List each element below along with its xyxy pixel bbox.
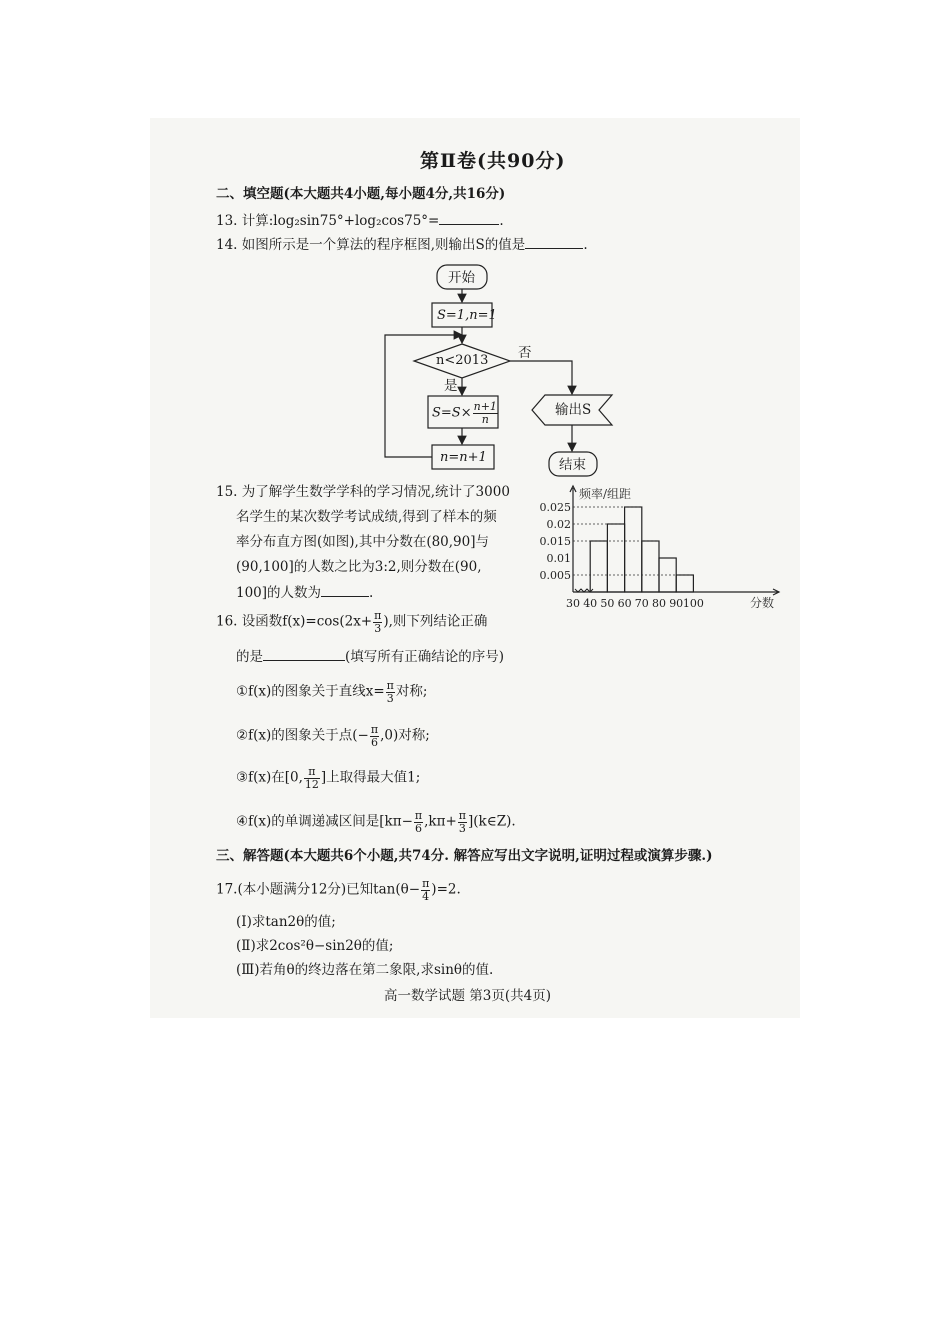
start-label: 开始 (448, 270, 475, 286)
answer-blank (321, 584, 369, 597)
histogram-bar (607, 524, 624, 592)
option-3-text-b: ]上取得最大值1; (320, 769, 421, 786)
question-14: 14. 如图所示是一个算法的程序框图,则输出S的值是 . (216, 237, 588, 253)
page-title: 第Ⅱ卷(共90分) (420, 150, 566, 172)
question-16-option-1 (236, 680, 427, 704)
fraction: $\frac{n+1}{n}$ (473, 400, 497, 426)
question-16-text-b: ),则下列结论正确 (383, 613, 488, 630)
fraction: $\frac{\pi}{6}$ (370, 723, 379, 749)
question-15-line-1: 15. 为了解学生数学学科的学习情况,统计了3000 (216, 484, 510, 500)
y-tick-label: 0.005 (539, 569, 571, 582)
page-footer: 高一数学试题 第3页(共4页) (384, 988, 552, 1004)
histogram-bar (642, 541, 659, 592)
fraction: $\frac{\pi}{3}$ (374, 609, 382, 635)
question-15-line-3: 率分布直方图(如图),其中分数在(80,90]与 (236, 534, 490, 550)
y-tick-label: 0.01 (546, 552, 571, 565)
y-tick-label: 0.025 (539, 501, 571, 514)
option-3-text-a: ③f(x)在[0, (236, 769, 303, 786)
question-13: 13. 计算:log₂sin75°+log₂cos75°= . (216, 213, 504, 229)
x-tick-label: 100 (682, 597, 704, 610)
fraction: $\frac{\pi}{3}$ (458, 809, 467, 835)
x-tick-label: 30 (566, 597, 580, 610)
question-17-part-3: (Ⅲ)若角θ的终边落在第二象限,求sinθ的值. (236, 962, 494, 978)
option-1-text-a: ①f(x)的图象关于直线x= (236, 683, 385, 700)
question-13-text: 13. 计算:log₂sin75°+log₂cos75°= (216, 213, 440, 229)
histogram-bar (625, 507, 642, 592)
x-tick-label: 50 (600, 597, 615, 610)
option-4-text-a: ④f(x)的单调递减区间是[kπ− (236, 813, 413, 830)
question-16-line-1 (216, 610, 487, 634)
answer-blank (263, 648, 345, 661)
answer-blank (525, 236, 583, 249)
no-label: 否 (518, 345, 532, 361)
section-3-heading: 三、解答题(本大题共6个小题,共74分. 解答应写出文字说明,证明过程或演算步骤.) (216, 848, 713, 864)
x-tick-label: 90 (669, 597, 684, 610)
question-17-text-a: 17.(本小题满分12分)已知tan(θ− (216, 881, 421, 898)
question-17-part-1: (Ⅰ)求tan2θ的值; (236, 914, 336, 930)
question-15-line-5: 100]的人数为 . (236, 585, 374, 601)
question-17-text-b: )=2. (431, 881, 461, 898)
update-s-label (432, 401, 499, 425)
option-1-text-b: 对称; (395, 683, 428, 700)
question-16-text-a: 16. 设函数f(x)=cos(2x+ (216, 613, 373, 630)
question-16-line-2 (236, 648, 504, 665)
x-tick-label: 80 (652, 597, 666, 610)
question-15-line-2: 名学生的某次数学考试成绩,得到了样本的频 (236, 509, 497, 525)
question-16-option-4 (236, 810, 516, 834)
option-2-text-a: ②f(x)的图象关于点(− (236, 727, 369, 744)
condition-label: n<2013 (436, 353, 489, 368)
answer-blank (439, 212, 499, 225)
init-label: S=1,n=1 (437, 308, 497, 323)
fraction: $\frac{\pi}{3}$ (386, 679, 394, 705)
end-label: 结束 (559, 457, 586, 473)
histogram-bar (590, 541, 607, 592)
fraction: $\frac{\pi}{4}$ (422, 877, 430, 903)
output-label: 输出S (555, 402, 592, 418)
x-tick-label: 70 (634, 597, 649, 610)
question-17-part-2: (Ⅱ)求2cos²θ−sin2θ的值; (236, 938, 394, 954)
yes-label: 是 (444, 378, 458, 394)
question-15-text: 100]的人数为 (236, 585, 322, 601)
increment-label: n=n+1 (440, 450, 487, 465)
histogram-chart (535, 480, 795, 620)
question-15-line-4: (90,100]的人数之比为3:2,则分数在(90, (236, 559, 482, 575)
question-16-text-c: 的是 (236, 649, 263, 665)
option-2-text-b: ,0)对称; (380, 727, 430, 744)
option-4-text-b: ,kπ+ (424, 813, 457, 830)
y-tick-label: 0.02 (546, 518, 571, 531)
question-16-option-2 (236, 724, 430, 748)
fraction: $\frac{\pi}{12}$ (304, 765, 319, 791)
update-s-text: S=S× (432, 405, 472, 421)
histogram-bar (676, 575, 693, 592)
x-tick-label: 60 (617, 597, 632, 610)
question-17-stem (216, 878, 461, 902)
fraction: $\frac{\pi}{6}$ (414, 809, 423, 835)
question-14-text: 14. 如图所示是一个算法的程序框图,则输出S的值是 (216, 237, 526, 253)
question-16-option-3 (236, 766, 420, 790)
y-tick-label: 0.015 (539, 535, 571, 548)
section-2-heading: 二、填空题(本大题共4小题,每小题4分,共16分) (216, 186, 506, 202)
question-16-text-d: (填写所有正确结论的序号) (345, 649, 505, 665)
option-4-text-c: ](k∈Z). (468, 813, 516, 830)
x-axis-label: 分数 (750, 596, 775, 610)
x-tick-label: 40 (583, 597, 598, 610)
y-axis-label: 频率/组距 (579, 487, 632, 501)
